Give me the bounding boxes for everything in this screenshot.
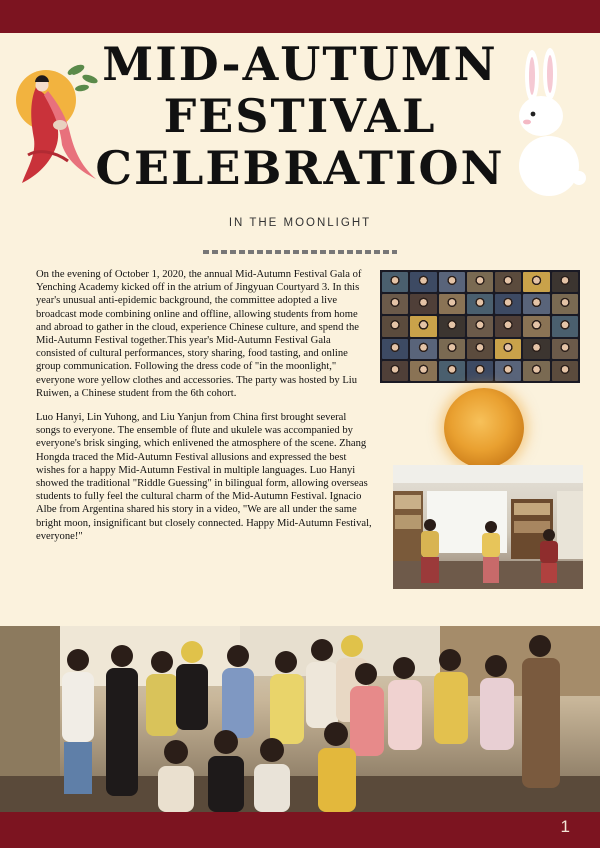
video-tile <box>467 294 493 314</box>
video-tile <box>552 272 578 292</box>
performance-photo-scene <box>393 465 583 589</box>
video-tile <box>495 316 521 336</box>
video-tile <box>552 361 578 381</box>
page-title <box>95 38 505 194</box>
video-tile <box>439 361 465 381</box>
bottom-band <box>0 812 600 848</box>
video-tile <box>439 339 465 359</box>
group-photo <box>0 626 600 812</box>
article-paragraph-2: Luo Hanyi, Lin Yuhong, and Liu Yanjun from China first brought several songs to everyone. The ensemble of flute and ukulele was accompanied by everyone's brisk singing, which enlivened the atmosphere of the scene. Zhang Hongda traced the Mid-Autumn Festival allusions and expressed the best wishes for a happy Mid-Autumn Festival in multiple languages. Luo Hanyi showed the traditional "Riddle Guessing" in bilingual form, allowing overseas students to fully feel the cultural charm of the Mid-Autumn Festival. Ignacio Albe from Argentina shared his story in a video, "We are all under the same bright moon, insignificant but closely connected. Happy Mid-Autumn Festival, everyone!" <box>36 412 372 542</box>
video-tile <box>467 361 493 381</box>
title-line-3: CELEBRATION <box>95 141 505 195</box>
video-tile <box>467 339 493 359</box>
article-paragraph-1: On the evening of October 1, 2020, the annual Mid-Autumn Festival Gala of Yenching Academy kicked off in the atrium of Jingyuan Courtyard 3. In this year's unusual anti-epidemic background, the committee adopted a live broadcast mode combining online and offline, allowing students from home and abroad to gather in the cloud, experience Chinese culture, and spend the Mid-Autumn Festival together.This year's Mid-Autumn Festival Gala consisted of cultural performances, story sharing, food tasting, and online group communication. Following the dress code of "in the moonlight," everyone wore yellow clothes and accessories. The party was hosted by Liu Ruiwen, a Chinese student from the 6th cohort. <box>36 269 362 399</box>
video-tile <box>552 316 578 336</box>
video-tile <box>495 294 521 314</box>
video-tile <box>382 361 408 381</box>
title-line-2: FESTIVAL <box>163 89 437 143</box>
video-tile <box>382 339 408 359</box>
online-meeting-photo <box>380 270 580 383</box>
group-photo-scene <box>0 626 600 812</box>
video-tile <box>439 294 465 314</box>
title-line-1: MID-AUTUMN <box>102 37 498 91</box>
article-body <box>36 268 372 554</box>
page-number: 1 <box>560 817 570 836</box>
video-tile <box>410 339 436 359</box>
video-tile <box>552 339 578 359</box>
video-tile <box>523 361 549 381</box>
performance-photo <box>393 465 583 589</box>
moon-goddess-illustration-icon <box>8 55 108 190</box>
rabbit-illustration-icon <box>505 48 587 196</box>
video-tile <box>495 361 521 381</box>
video-tile <box>552 294 578 314</box>
page-subtitle: IN THE MOONLIGHT <box>228 217 372 229</box>
video-tile <box>410 294 436 314</box>
full-moon-image <box>444 388 524 468</box>
video-tile <box>467 272 493 292</box>
video-tile <box>523 294 549 314</box>
video-tile <box>523 316 549 336</box>
video-tile <box>467 316 493 336</box>
video-tile <box>410 361 436 381</box>
video-tile <box>523 339 549 359</box>
top-band <box>0 0 600 33</box>
video-tile <box>382 272 408 292</box>
video-tile <box>410 316 436 336</box>
video-tile <box>382 294 408 314</box>
video-tile <box>439 316 465 336</box>
video-tile <box>495 272 521 292</box>
dotted-divider <box>203 250 397 254</box>
video-tile <box>495 339 521 359</box>
video-tile <box>382 316 408 336</box>
video-tile <box>523 272 549 292</box>
video-tile <box>439 272 465 292</box>
video-tile <box>410 272 436 292</box>
